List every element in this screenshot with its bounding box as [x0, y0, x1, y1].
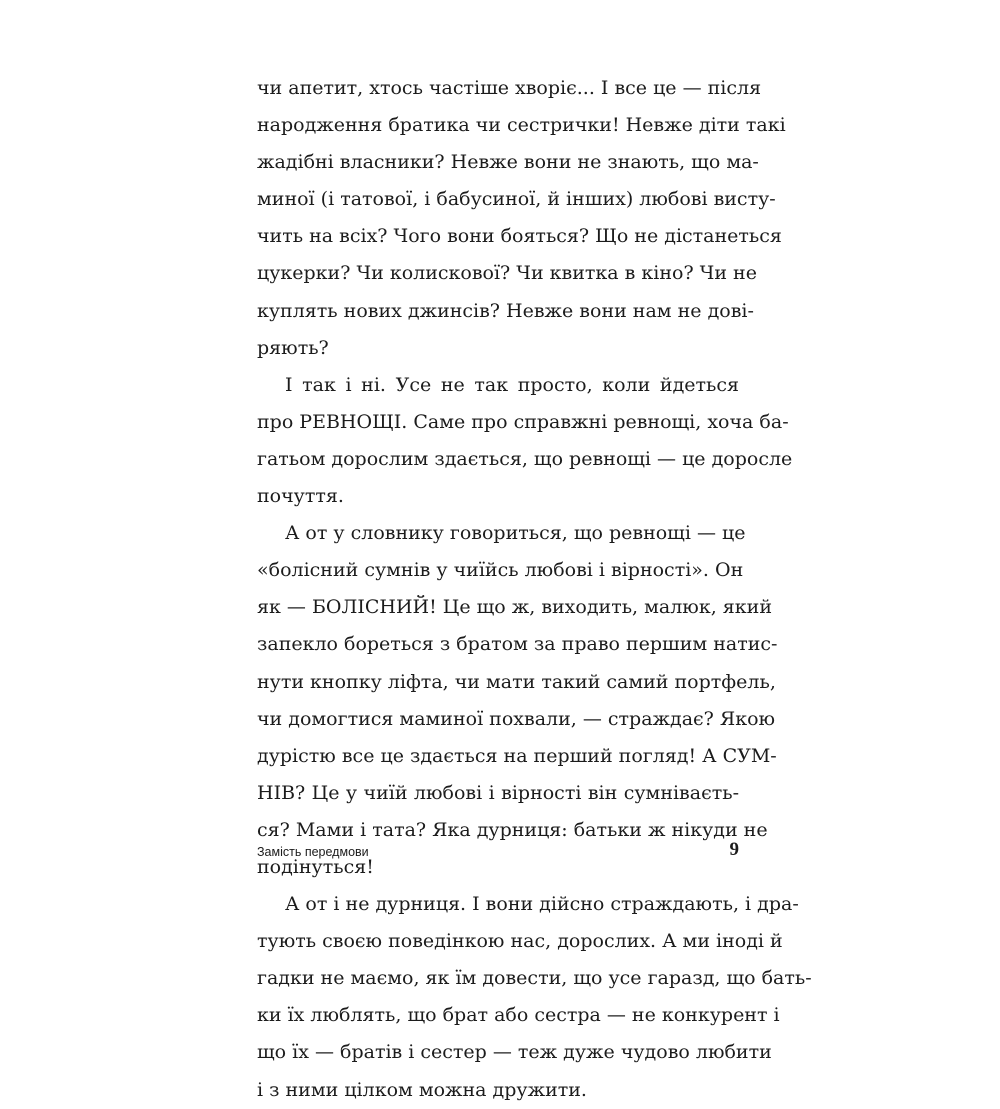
- text-line: А от у словнику говориться, що ревнощі — це: [285, 522, 746, 545]
- text-line: тують своєю поведінкою нас, дорослих. А ми іноді й: [257, 930, 783, 953]
- text-line: куплять нових джинсів? Невже вони нам не дові-: [257, 299, 754, 322]
- text-line: почуття.: [257, 485, 344, 508]
- text-line: подінуться!: [257, 855, 374, 878]
- text-line: запекло бореться з братом за право першим натис-: [257, 633, 778, 656]
- text-line: гатьом дорослим здається, що ревнощі — це доросле: [257, 447, 793, 470]
- text-line: «болісний сумнів у чиїйсь любові і вірності». Он: [257, 559, 744, 582]
- text-line: миної (і татової, і бабусиної, й інших) любові висту-: [257, 188, 776, 211]
- text-line: ряють?: [257, 336, 329, 359]
- body-text: [257, 70, 812, 1109]
- text-line: гадки не маємо, як їм довести, що усе гаразд, що бать-: [257, 967, 812, 990]
- text-line: про РЕВНОЩІ. Саме про справжні ревнощі, хоча ба-: [257, 410, 789, 433]
- text-line: чи домогтися маминої похвали, — страждає? Якою: [257, 707, 776, 730]
- text-line: нути кнопку ліфта, чи мати такий самий портфель,: [257, 670, 776, 693]
- text-line: цукерки? Чи колискової? Чи квитка в кіно? Чи не: [257, 262, 757, 285]
- text-line: дурістю все це здається на перший погляд! А СУМ-: [257, 744, 777, 767]
- text-line: ся? Мами і тата? Яка дурниця: батьки ж нікуди не: [257, 818, 768, 841]
- text-line: НІВ? Це у чиїй любові і вірності він сумніваєть-: [257, 781, 739, 804]
- text-line: жадібні власники? Невже вони не знають, що ма-: [257, 151, 759, 174]
- text-line: що їх — братів і сестер — теж дуже чудово любити: [257, 1041, 772, 1064]
- text-line: І так і ні. Усе не так просто, коли йдеться: [285, 373, 739, 396]
- text-line: народження братика чи сестрички! Невже діти такі: [257, 114, 786, 137]
- text-line: А от і не дурниця. І вони дійсно страждають, і дра-: [285, 893, 799, 916]
- running-footer-title: Замість передмови: [257, 845, 369, 859]
- page-number: 9: [729, 839, 739, 860]
- text-line: чи апетит, хтось частіше хворіє... І все це — після: [257, 77, 762, 99]
- text-line: як — БОЛІСНИЙ! Це що ж, виходить, малюк, який: [257, 596, 772, 619]
- text-line: і з ними цілком можна дружити.: [257, 1078, 587, 1101]
- text-line: ки їх люблять, що брат або сестра — не конкурент і: [257, 1004, 780, 1027]
- text-line: чить на всіх? Чого вони бояться? Що не дістанеться: [257, 225, 782, 248]
